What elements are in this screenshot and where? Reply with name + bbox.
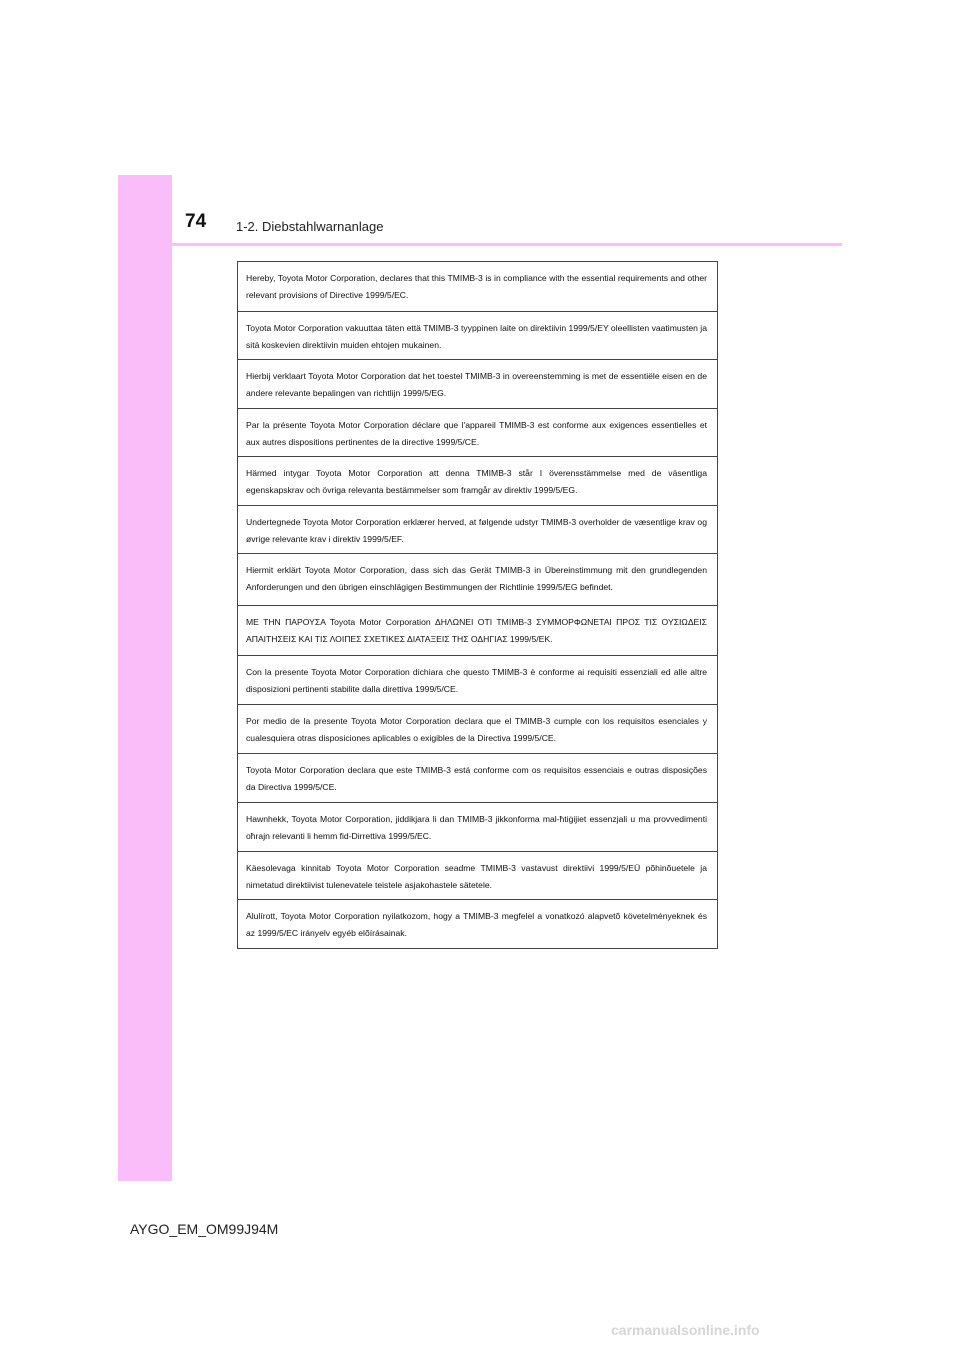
- declarations-table: [237, 261, 718, 949]
- declaration-et: Käesolevaga kinnitab Toyota Motor Corporation seadme TMIMB-3 vastavust direktiivi 1999/5/EÜ põhinõuetele ja nimetatud direktiivist tulenevatele teistele asjakohastele sätetele.: [238, 852, 717, 900]
- side-color-band: [118, 175, 172, 1181]
- page-number: 74: [185, 211, 207, 232]
- declaration-nl: Hierbij verklaart Toyota Motor Corporation dat het toestel TMIMB-3 in overeenstemming is met de essentiële eisen en de andere relevante bepalingen van richtlijn 1999/5/EG.: [238, 360, 717, 409]
- declaration-de: Hiermit erklärt Toyota Motor Corporation, dass sich das Gerät TMIMB-3 in Übereinstimmung mit den grundlegenden Anforderungen und den übrigen einschlägigen Bestimmungen der Richtlinie 1999/5/EG befindet.: [238, 554, 717, 606]
- declaration-fi: Toyota Motor Corporation vakuuttaa täten että TMIMB-3 tyyppinen laite on direktiivin 1999/5/EY oleellisten vaatimusten ja sitä koskevien direktiivin muiden ehtojen mukainen.: [238, 312, 717, 360]
- declaration-it: Con la presente Toyota Motor Corporation dichiara che questo TMIMB-3 è conforme ai requisiti essenziali ed alle altre disposizioni pertinenti stabilite dalla direttiva 1999/5/CE.: [238, 656, 717, 705]
- declaration-fr: Par la présente Toyota Motor Corporation déclare que l'appareil TMIMB-3 est conforme aux exigences essentielles et aux autres dispositions pertinentes de la directive 1999/5/CE.: [238, 409, 717, 457]
- declaration-hu: Alulírott, Toyota Motor Corporation nyilatkozom, hogy a TMIMB-3 megfelel a vonatkozó alapvetõ követelményeknek és az 1999/5/EC irányelv egyéb elõírásainak.: [238, 900, 717, 949]
- declaration-da: Undertegnede Toyota Motor Corporation erklærer herved, at følgende udstyr TMIMB-3 overholder de væsentlige krav og øvrige relevante krav i direktiv 1999/5/EF.: [238, 506, 717, 554]
- declaration-pt: Toyota Motor Corporation declara que este TMIMB-3 está conforme com os requisitos essenciais e outras disposições da Directiva 1999/5/CE.: [238, 754, 717, 803]
- section-title: 1-2. Diebstahlwarnanlage: [236, 219, 384, 234]
- declaration-en: Hereby, Toyota Motor Corporation, declares that this TMIMB-3 is in compliance with the essential requirements and other relevant provisions of Directive 1999/5/EC.: [238, 262, 717, 312]
- declaration-es: Por medio de la presente Toyota Motor Corporation declara que el TMIMB-3 cumple con los requisitos esenciales y cualesquiera otras disposiciones aplicables o exigibles de la Directiva 1999/5/CE.: [238, 705, 717, 754]
- site-watermark: carmanualsonline.info: [611, 1322, 760, 1338]
- header-rule: [172, 243, 842, 246]
- declaration-el: ΜΕ ΤΗΝ ΠΑΡΟΥΣΑ Toyota Motor Corporation ΔΗΛΩΝΕΙ ΟΤΙ TMIMB-3 ΣΥΜΜΟΡΦΩΝΕΤΑΙ ΠΡΟΣ ΤΙΣ ΟΥΣΙΩΔΕΙΣ ΑΠΑΙΤΗΣΕΙΣ ΚΑΙ ΤΙΣ ΛΟΙΠΕΣ ΣΧΕΤΙΚΕΣ ΔΙΑΤΑΞΕΙΣ ΤΗΣ ΟΔΗΓΙΑΣ 1999/5/ΕΚ.: [238, 606, 717, 656]
- declaration-sv: Härmed intygar Toyota Motor Corporation att denna TMIMB-3 står I överensstämmelse med de väsentliga egenskapskrav och övriga relevanta bestämmelser som framgår av direktiv 1999/5/EG.: [238, 457, 717, 506]
- document-code: AYGO_EM_OM99J94M: [130, 1221, 279, 1237]
- declaration-mt: Hawnhekk, Toyota Motor Corporation, jiddikjara li dan TMIMB-3 jikkonforma mal-ħtiġijiet essenzjali u ma provvedimenti oħrajn relevanti li hemm fid-Dirrettiva 1999/5/EC.: [238, 803, 717, 852]
